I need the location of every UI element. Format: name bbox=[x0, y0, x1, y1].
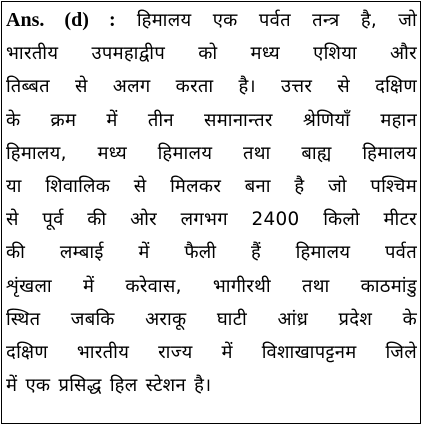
answer-line-6: या शिवालिक से मिलकर बना है जो पश्चिम bbox=[6, 176, 417, 198]
answer-line-2: भारतीय उपमहाद्वीप को मध्य एशिया और bbox=[6, 43, 417, 65]
answer-paragraph bbox=[6, 4, 417, 402]
answer-line-8: की लम्बाई में फैली हैं हिमालय पर्वत bbox=[6, 242, 417, 264]
answer-line-1-text: हिमालय एक पर्वत तन्त्र है, जो bbox=[136, 10, 418, 31]
answer-line-5: हिमालय, मध्य हिमालय तथा बाह्य हिमालय bbox=[6, 142, 417, 164]
answer-line-1 bbox=[6, 4, 417, 37]
answer-box bbox=[1, 1, 421, 424]
answer-line-9: शृंखला में करेवास, भागीरथी तथा काठमांडु bbox=[6, 275, 417, 297]
answer-line-12: में एक प्रसिद्ध हिल स्टेशन है। bbox=[6, 375, 212, 397]
answer-line-10: स्थित जबकि अराकू घाटी आंध्र प्रदेश के bbox=[6, 308, 417, 330]
answer-line-4: के क्रम में तीन समानान्तर श्रेणियाँ महान bbox=[6, 109, 417, 131]
answer-label: Ans. (d) : bbox=[6, 9, 116, 31]
answer-line-7: से पूर्व की ओर लगभग 2400 किलो मीटर bbox=[6, 209, 417, 231]
answer-line-11: दक्षिण भारतीय राज्य में विशाखापट्टनम जिले bbox=[6, 342, 417, 364]
answer-line-3: तिब्बत से अलग करता है। उत्तर से दक्षिण bbox=[6, 76, 417, 98]
